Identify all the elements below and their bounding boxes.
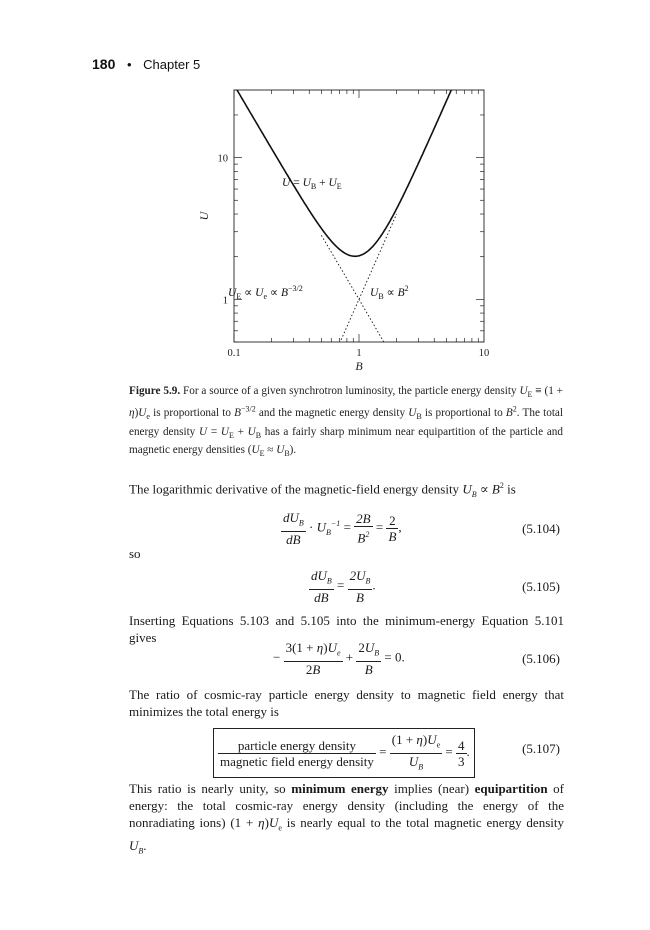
paragraph-1: The logarithmic derivative of the magnetic-field energy density $U_B \propto B^2$ is <box>129 481 516 499</box>
running-head <box>92 56 200 72</box>
equation-5-106: − $\frac{3(1 + \eta)U_e}{2B}$ + $\frac{2U_B}{B}$ = 0. (5.106) <box>273 640 560 677</box>
total-energy-curve <box>234 80 484 256</box>
equation-number: (5.105) <box>522 579 560 594</box>
ratio-numerator: particle energy density <box>218 738 376 754</box>
caption-label: Figure 5.9. <box>129 385 181 397</box>
log-log-plot <box>190 80 510 380</box>
total-curve-label: $U = U_B + U_E$ <box>282 177 342 191</box>
paragraph-3: Inserting Equations 5.103 and 5.105 into the minimum-energy Equation 5.101 gives <box>129 613 564 645</box>
y-tick-label: 1 <box>222 295 228 307</box>
equation-number: (5.107) <box>522 741 560 756</box>
equation-number: (5.106) <box>522 651 560 666</box>
p5-mid: implies (near) <box>388 781 475 796</box>
header-bullet: • <box>126 57 132 72</box>
equation-5-105: $\frac{dU_B}{dB}$ = $\frac{2U_B}{B}$ . (5.105) <box>311 568 560 605</box>
particle-energy-label: $U_E \propto U_e \propto B^{-3/2}$ <box>228 284 303 301</box>
paragraph-5: This ratio is nearly unity, so minimum energy implies (near) equipartition of energy: the total cosmic-ray energy density (including the energy of the nonradiating ions) $(1 + \eta)U_e$ is nearly equal to the total magnetic energy density $U_B$. <box>129 781 564 856</box>
p5-start: This ratio is nearly unity, so <box>129 781 292 796</box>
x-axis-label: B <box>355 359 363 373</box>
figure-caption <box>129 384 563 461</box>
y-tick-label: 10 <box>217 153 228 165</box>
caption-text: For a source of a given synchrotron luminosity, the particle energy density $U_E \equiv (1 + \eta)U_e$ is proportional to $B^{-3/2}$ and the magnetic energy density $U_B$ is proportional to $B^2$. The total energy density $U = U_E + U_B$ has a fairly sharp minimum near equipartition of the particle and magnetic energy densities $(U_E \approx U_B)$. <box>129 385 563 459</box>
term-equipartition: equipartition <box>474 781 548 796</box>
equation-5-107 <box>129 728 564 774</box>
term-minimum-energy: minimum energy <box>291 781 389 796</box>
figure-5-9 <box>190 80 510 385</box>
paragraph-4: The ratio of cosmic-ray particle energy density to magnetic field energy that minimizes the total energy is <box>129 687 564 719</box>
plot-frame <box>234 90 484 342</box>
magnetic-energy-label: $U_B \propto B^2$ <box>370 284 409 301</box>
asymptote-line-2 <box>340 214 397 343</box>
x-tick-label: 1 <box>356 348 362 359</box>
equation-5-104: $\frac{dU_B}{dB}$ · $U_B^{-1}$ = $\frac{2B}{B^2}$ = $\frac{2}{B}$ , (5.104) <box>283 510 560 547</box>
equation-number: (5.104) <box>522 521 560 536</box>
paragraph-so: so <box>129 546 141 561</box>
ratio-denominator: magnetic field energy density <box>220 753 374 769</box>
page-number: 180 <box>92 56 116 72</box>
boxed-equation: $\frac{\text{particle energy density}}{\text{magnetic field energy density}}$ = $\frac{(1 + \eta)U_e}{U_B}$ = $\frac{4}{3}$ . <box>213 728 475 778</box>
y-axis-label: U <box>197 211 211 221</box>
x-tick-label: 0.1 <box>227 348 241 359</box>
x-tick-label: 10 <box>478 348 490 359</box>
chapter-title: Chapter 5 <box>143 57 201 72</box>
